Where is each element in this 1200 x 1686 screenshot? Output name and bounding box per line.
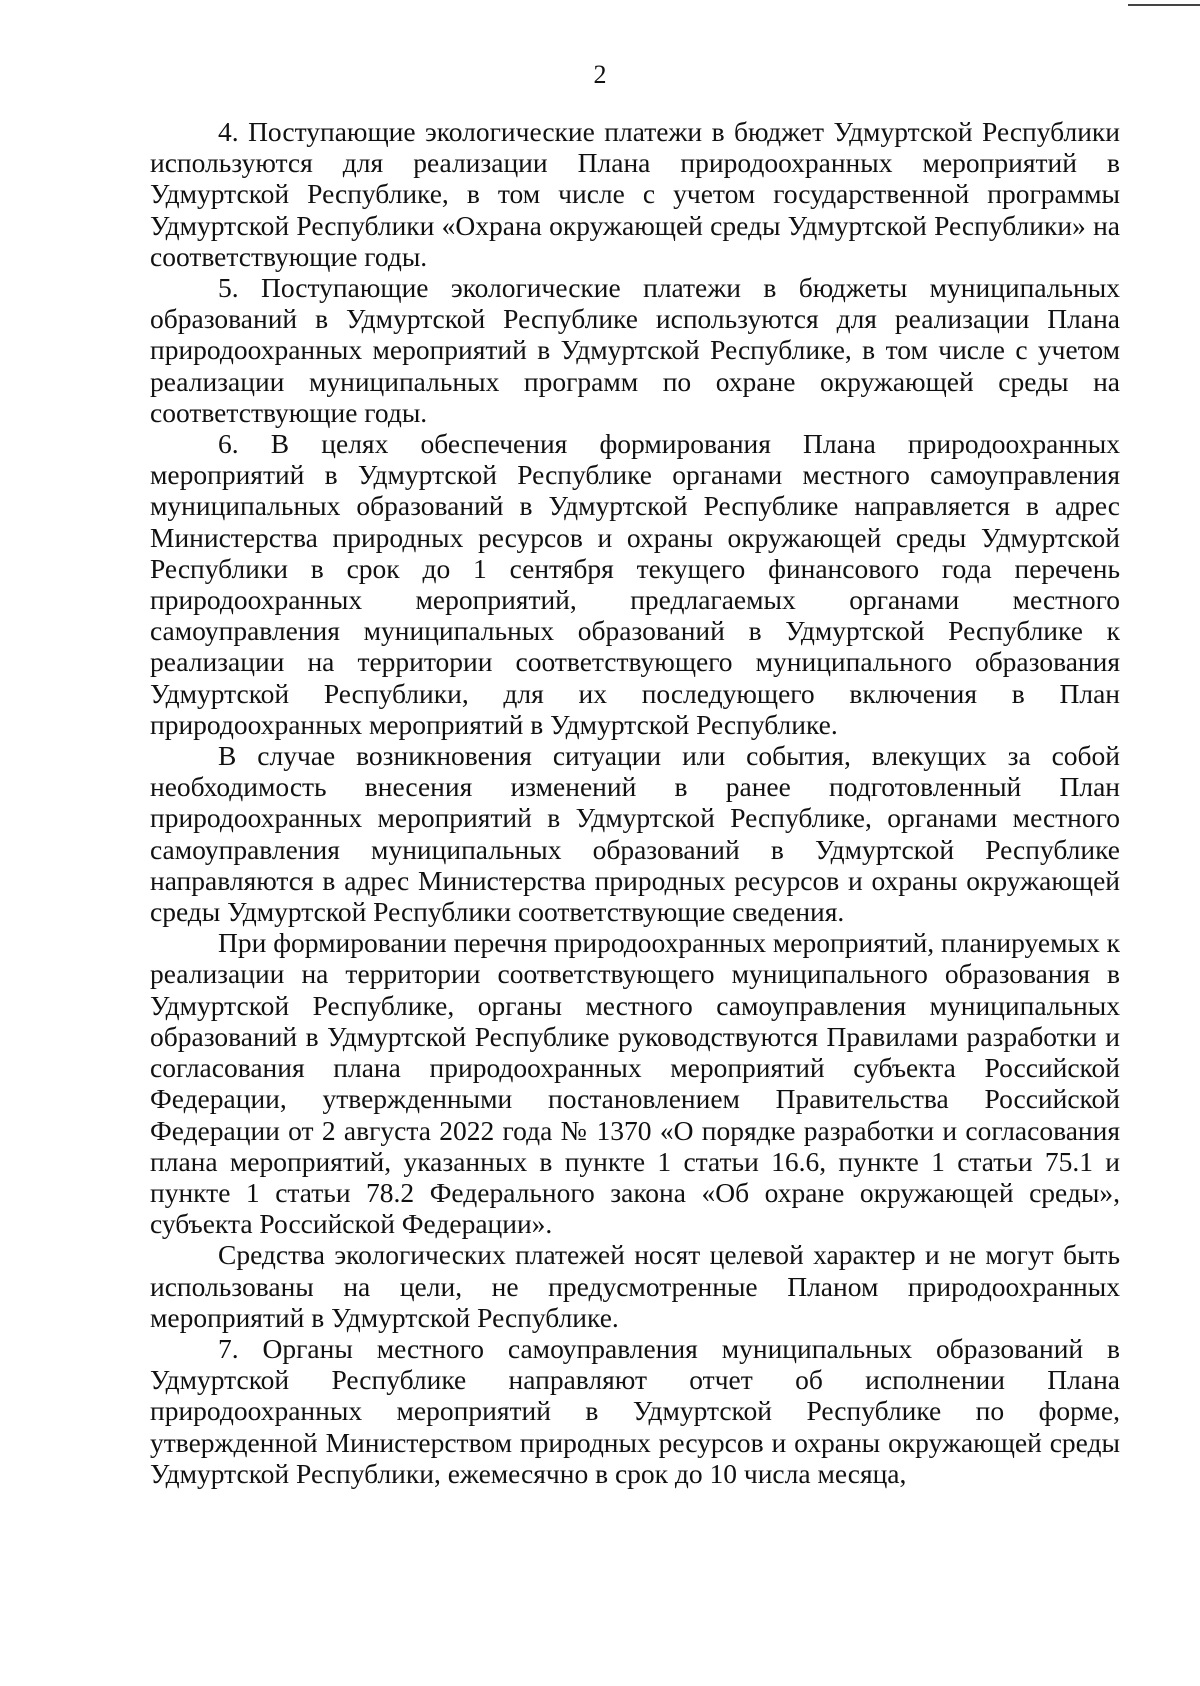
document-body	[150, 116, 1120, 1489]
paragraph-item-5: 5. Поступающие экологические платежи в бюджеты муниципальных образований в Удмуртской Республике используются для реализации Плана природоохранных мероприятий в Удмуртской Республике, в том числе с учетом реализации муниципальных программ по охране окружающей среды на соответствующие годы.	[150, 272, 1120, 428]
paragraph-item-6: 6. В целях обеспечения формирования Плана природоохранных мероприятий в Удмуртской Республике органами местного самоуправления муниципальных образований в Удмуртской Республике направляется в адрес Министерства природных ресурсов и охраны окружающей среды Удмуртской Республики в срок до 1 сентября текущего финансового года перечень природоохранных мероприятий, предлагаемых органами местного самоуправления муниципальных образований в Удмуртской Республике к реализации на территории соответствующего муниципального образования Удмуртской Республики, для их последующего включения в План природоохранных мероприятий в Удмуртской Республике.	[150, 428, 1120, 740]
paragraph-targeted-funds: Средства экологических платежей носят целевой характер и не могут быть использованы на цели, не предусмотренные Планом природоохранных мероприятий в Удмуртской Республике.	[150, 1239, 1120, 1333]
page-number: 2	[593, 60, 607, 89]
paragraph-item-7: 7. Органы местного самоуправления муниципальных образований в Удмуртской Республике направляют отчет об исполнении Плана природоохранных мероприятий в Удмуртской Республике по форме, утвержденной Министерством природных ресурсов и охраны окружающей среды Удмуртской Республики, ежемесячно в срок до 10 числа месяца,	[150, 1332, 1120, 1489]
paragraph-item-4: 4. Поступающие экологические платежи в бюджет Удмуртской Республики используются для реализации Плана природоохранных мероприятий в Удмуртской Республике, в том числе с учетом государственной программы Удмуртской Республики «Охрана окружающей среды Удмуртской Республики» на соответствующие годы.	[150, 116, 1120, 272]
paragraph-changes-notice: В случае возникновения ситуации или события, влекущих за собой необходимость внесения изменений в ранее подготовленный План природоохранных мероприятий в Удмуртской Республике, органами местного самоуправления муниципальных образований в Удмуртской Республике направляются в адрес Министерства природных ресурсов и охраны окружающей среды Удмуртской Республики соответствующие сведения.	[150, 740, 1120, 928]
paragraph-planning-rules: При формировании перечня природоохранных мероприятий, планируемых к реализации на территории соответствующего муниципального образования в Удмуртской Республике, органы местного самоуправления муниципальных образований в Удмуртской Республике руководствуются Правилами разработки и согласования плана природоохранных мероприятий субъекта Российской Федерации, утвержденными постановлением Правительства Российской Федерации от 2 августа 2022 года № 1370 «О порядке разработки и согласования плана мероприятий, указанных в пункте 1 статьи 16.6, пункте 1 статьи 75.1 и пункте 1 статьи 78.2 Федерального закона «Об охране окружающей среды», субъекта Российской Федерации».	[150, 927, 1120, 1240]
scan-edge-mark	[1128, 4, 1200, 6]
